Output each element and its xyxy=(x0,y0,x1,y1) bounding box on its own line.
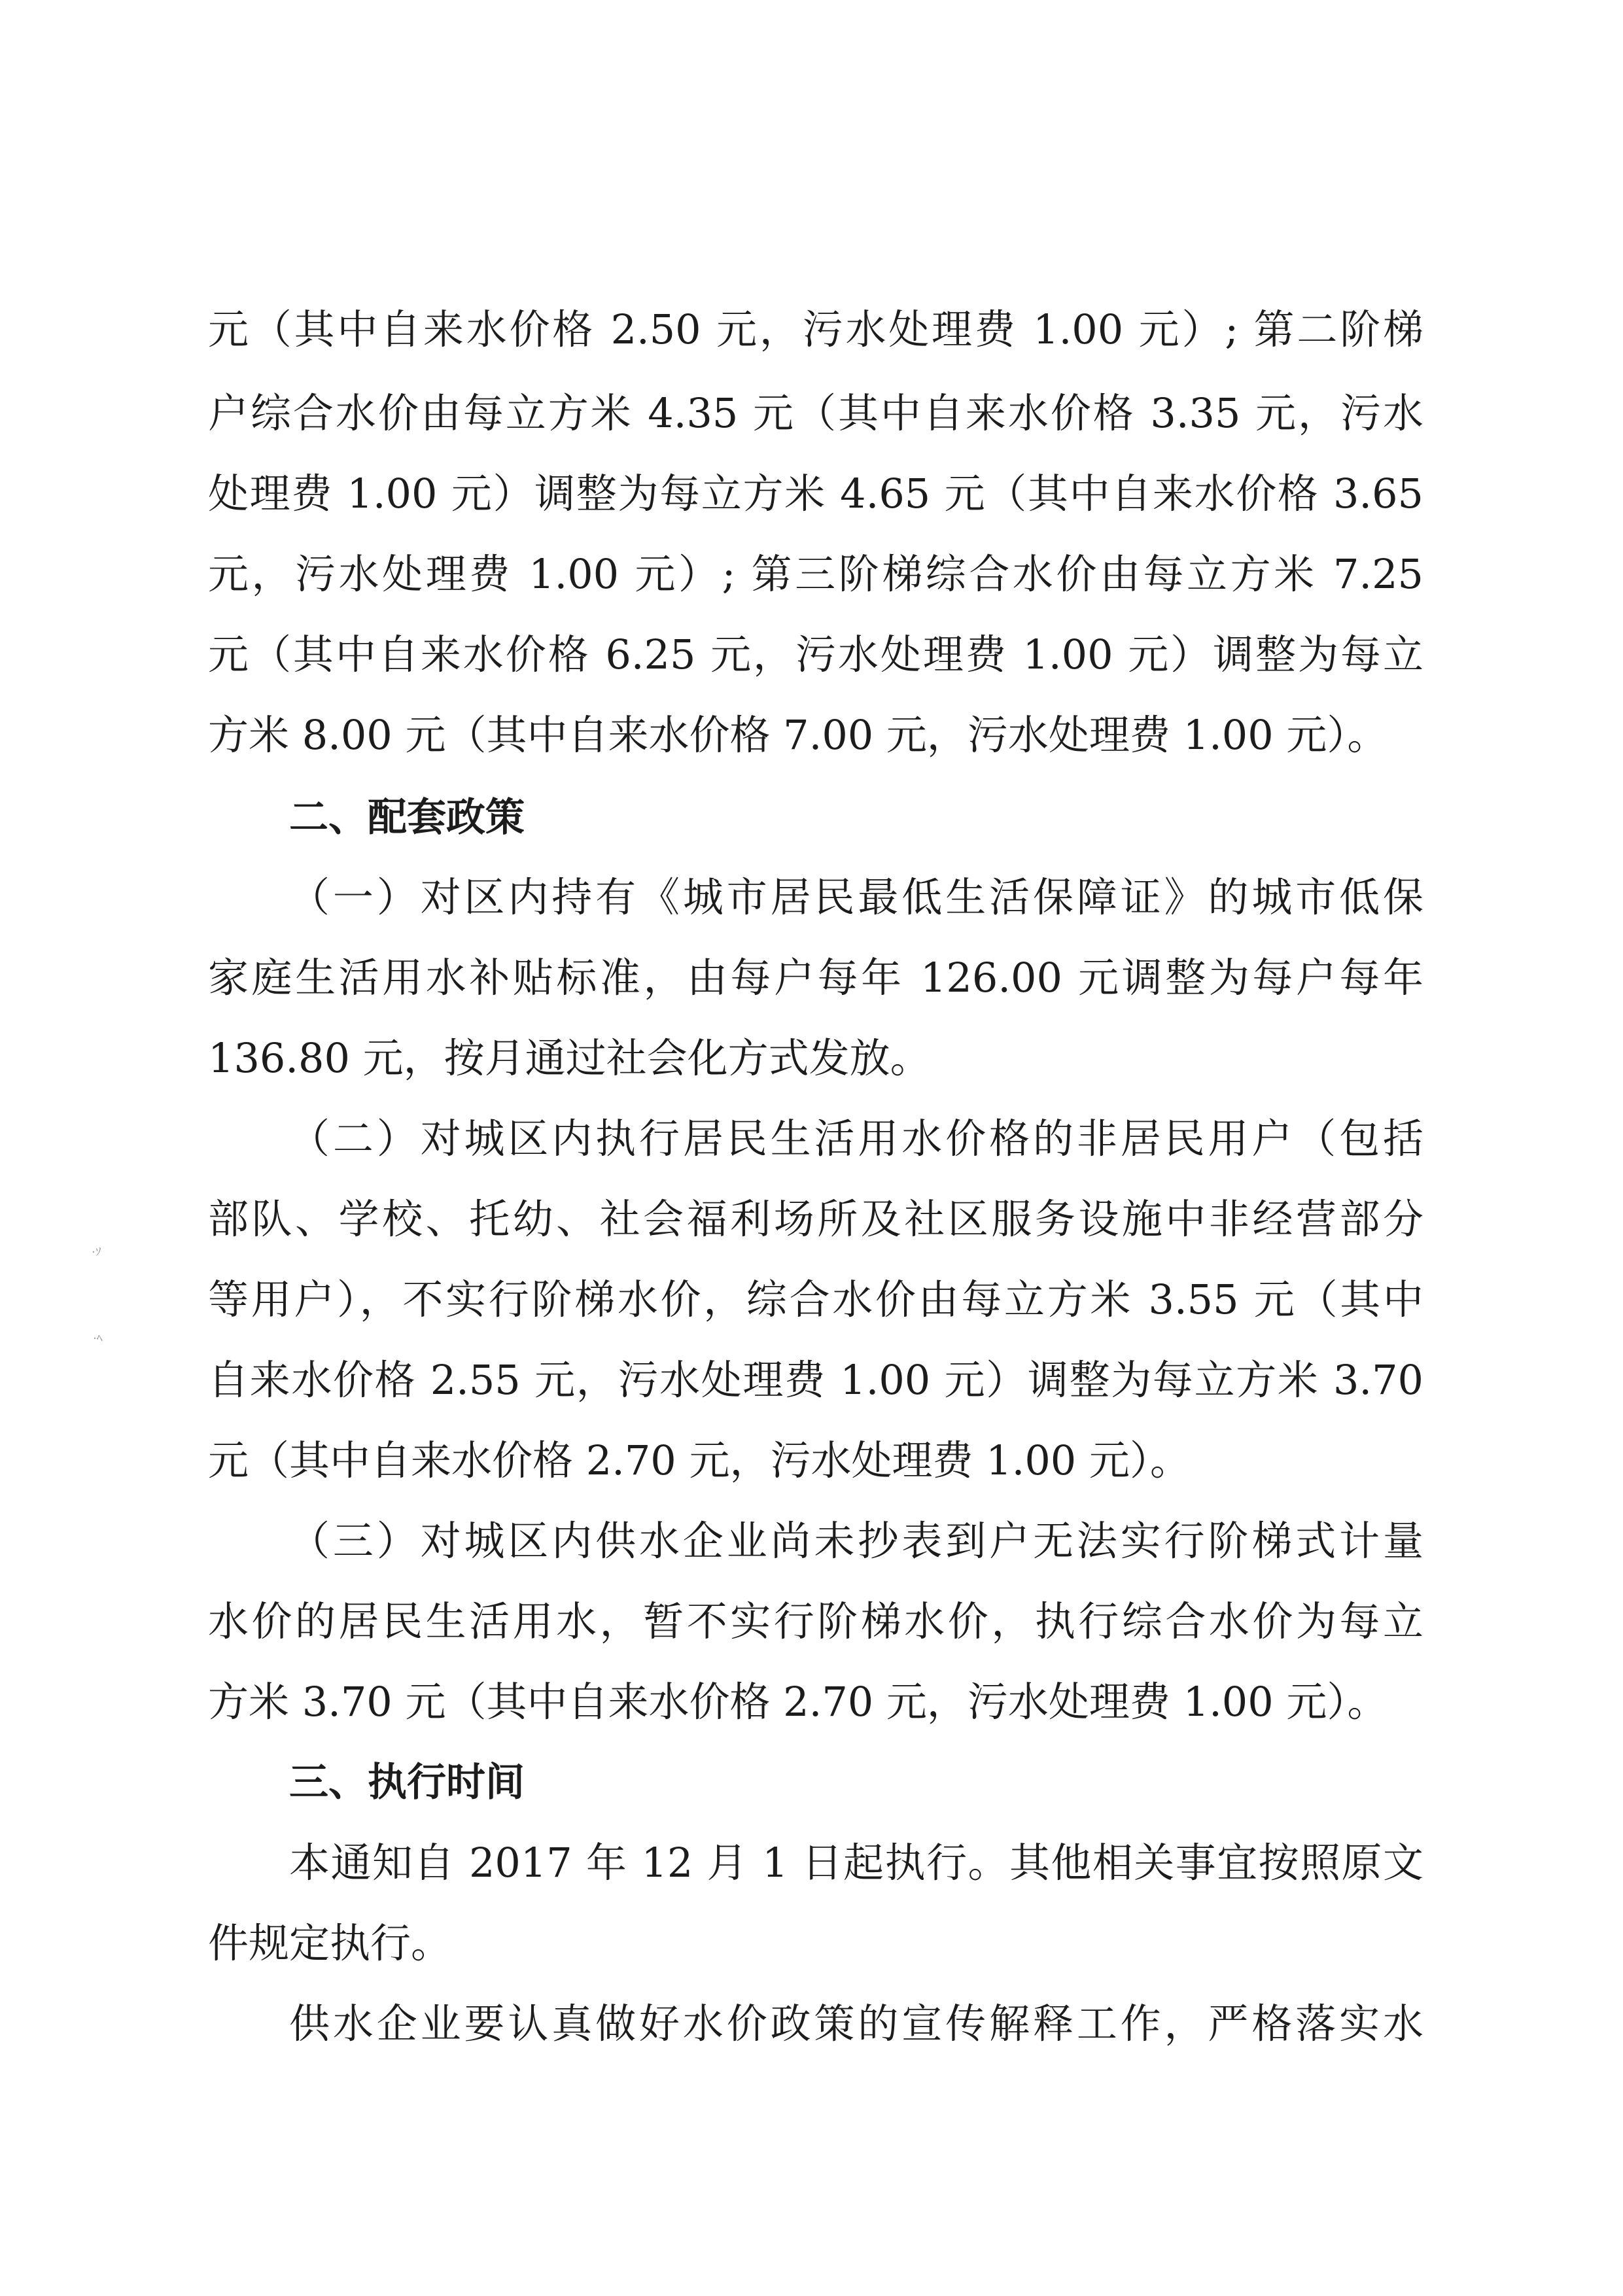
body-text-line: 部队、学校、托幼、社会福利场所及社区服务设施中非经营部分 xyxy=(208,1195,1423,1243)
body-text-line: 136.80 元，按月通过社会化方式发放。 xyxy=(208,1034,931,1082)
body-text-line: 等用户），不实行阶梯水价，综合水价由每立方米 3.55 元（其中 xyxy=(208,1276,1423,1323)
body-text-line: 件规定执行。 xyxy=(208,1919,452,1967)
paragraph-first-line: 本通知自 2017 年 12 月 1 日起执行。其他相关事宜按照原文 xyxy=(289,1839,1423,1887)
body-text-line: 方米 8.00 元（其中自来水价格 7.00 元，污水处理费 1.00 元）。 xyxy=(208,711,1388,759)
section-heading: 三、执行时间 xyxy=(289,1760,525,1805)
body-text-line: 元（其中自来水价格 6.25 元，污水处理费 1.00 元）调整为每立 xyxy=(208,631,1423,678)
body-text-line: 元，污水处理费 1.00 元）; 第三阶梯综合水价由每立方米 7.25 xyxy=(208,550,1423,598)
body-text-line: 处理费 1.00 元）调整为每立方米 4.65 元（其中自来水价格 3.65 xyxy=(208,470,1423,517)
scan-mark: ·ﾍ xyxy=(93,1332,103,1346)
body-text-line: 户综合水价由每立方米 4.35 元（其中自来水价格 3.35 元，污水 xyxy=(208,389,1423,437)
paragraph-first-line: 供水企业要认真做好水价政策的宣传解释工作，严格落实水 xyxy=(289,2000,1423,2047)
scan-mark: ·ｿ xyxy=(92,1245,101,1259)
section-heading: 二、配套政策 xyxy=(289,795,525,841)
body-text-line: 元（其中自来水价格 2.70 元，污水处理费 1.00 元）。 xyxy=(208,1436,1191,1484)
body-text-line: 自来水价格 2.55 元，污水处理费 1.00 元）调整为每立方米 3.70 xyxy=(208,1356,1423,1404)
body-text-line: 水价的居民生活用水，暂不实行阶梯水价，执行综合水价为每立 xyxy=(208,1597,1423,1645)
body-text-line: 方米 3.70 元（其中自来水价格 2.70 元，污水处理费 1.00 元）。 xyxy=(208,1678,1388,1726)
body-text-line: 家庭生活用水补贴标准，由每户每年 126.00 元调整为每户每年 xyxy=(208,954,1423,1001)
paragraph-first-line: （三）对城区内供水企业尚未抄表到户无法实行阶梯式计量 xyxy=(289,1517,1423,1565)
paragraph-first-line: （二）对城区内执行居民生活用水价格的非居民用户（包括 xyxy=(289,1115,1423,1162)
paragraph-first-line: （一）对区内持有《城市居民最低生活保障证》的城市低保 xyxy=(289,873,1423,921)
body-text-line: 元（其中自来水价格 2.50 元，污水处理费 1.00 元）; 第二阶梯 xyxy=(208,305,1423,353)
